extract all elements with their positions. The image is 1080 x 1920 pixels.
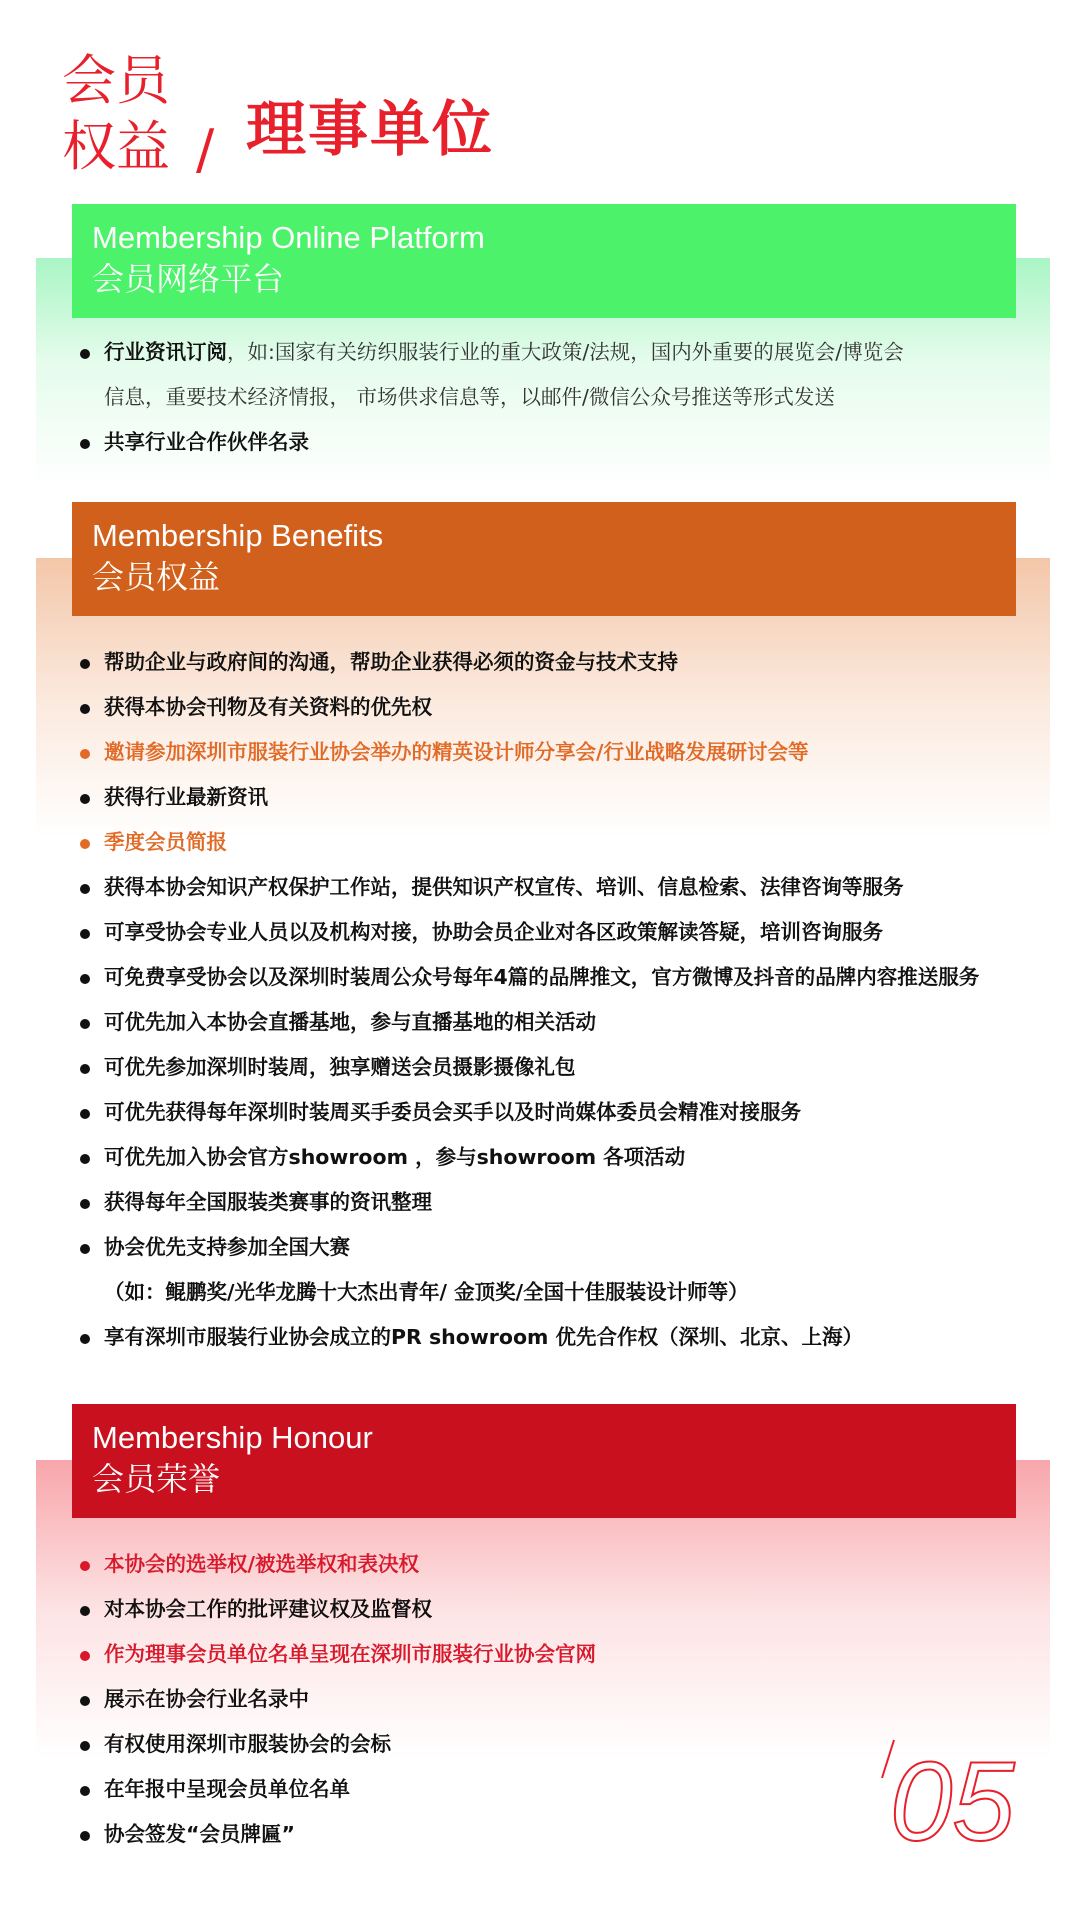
item-text: 可优先参加深圳时装周，独享赠送会员摄影摄像礼包 (104, 1055, 576, 1079)
item-text: 获得行业最新资讯 (104, 785, 268, 809)
item-text: 可优先加入本协会直播基地，参与直播基地的相关活动 (104, 1010, 596, 1034)
list-item-highlight (76, 730, 1036, 775)
bullet-icon (80, 1786, 90, 1796)
list-item-highlight (76, 820, 1036, 865)
section-header-honour (72, 1404, 1016, 1518)
item-text: 获得每年全国服装类赛事的资讯整理 (104, 1190, 432, 1214)
bullet-icon (80, 659, 90, 669)
bullet-icon (80, 1606, 90, 1616)
item-text: 可享受协会专业人员以及机构对接，协助会员企业对各区政策解读答疑，培训咨询服务 (104, 920, 883, 944)
section-header-benefits (72, 502, 1016, 616)
list-item-highlight (76, 1542, 1036, 1587)
bullet-icon (80, 1244, 90, 1254)
item-text: 可免费享受协会以及深圳时装周公众号每年4篇的品牌推文，官方微博及抖音的品牌内容推送服务 (104, 965, 980, 989)
list-item-continuation (76, 1270, 1036, 1315)
list-item (76, 330, 1036, 375)
list-item (76, 1180, 1036, 1225)
item-text: 邀请参加深圳市服装行业协会举办的精英设计师分享会/行业战略发展研讨会等 (104, 740, 809, 764)
bullet-icon (80, 749, 90, 759)
list-item-continuation (76, 375, 1036, 420)
item-text: 获得本协会知识产权保护工作站，提供知识产权宣传、培训、信息检索、法律咨询等服务 (104, 875, 904, 899)
title-slash: / (196, 118, 215, 181)
list-item (76, 910, 1036, 955)
item-text: 在年报中呈现会员单位名单 (104, 1777, 350, 1801)
item-text: 信息，重要技术经济情报， 市场供求信息等，以邮件/微信公众号推送等形式发送 (104, 385, 835, 409)
item-text: 帮助企业与政府间的沟通，帮助企业获得必须的资金与技术支持 (104, 650, 678, 674)
bullet-icon (80, 929, 90, 939)
item-text: 可优先获得每年深圳时装周买手委员会买手以及时尚媒体委员会精准对接服务 (104, 1100, 801, 1124)
section-title-cn: 会员荣誉 (92, 1460, 221, 1498)
bullet-icon (80, 1064, 90, 1074)
item-text: 本协会的选举权/被选举权和表决权 (104, 1552, 419, 1576)
bullet-icon (80, 1019, 90, 1029)
bullet-icon (80, 884, 90, 894)
bullet-icon (80, 1199, 90, 1209)
section-title-en: Membership Honour (92, 1420, 373, 1455)
bullet-icon (80, 439, 90, 449)
online-platform-list (76, 330, 1036, 465)
bullet-icon (80, 794, 90, 804)
list-item-highlight (76, 1632, 1036, 1677)
page-number-text: 05 (890, 1739, 1015, 1858)
list-item (76, 1225, 1036, 1270)
item-bold: 行业资讯订阅 (104, 340, 227, 364)
item-text: 有权使用深圳市服装协会的会标 (104, 1732, 391, 1756)
page-title: 理事单位 (246, 95, 494, 165)
bullet-icon (80, 1696, 90, 1706)
item-text: （如：鲲鹏奖/光华龙腾十大杰出青年/ 金顶奖/全国十佳服装设计师等） (104, 1280, 749, 1304)
page-title-left (62, 48, 170, 180)
list-item (76, 1677, 1036, 1722)
bullet-icon (80, 1741, 90, 1751)
section-title-cn: 会员权益 (92, 558, 221, 596)
item-text: 作为理事会员单位名单呈现在深圳市服装行业协会官网 (104, 1642, 596, 1666)
list-item (76, 1000, 1036, 1045)
item-text: 季度会员简报 (104, 830, 227, 854)
bullet-icon (80, 1561, 90, 1571)
bullet-icon (80, 839, 90, 849)
bullet-icon (80, 1109, 90, 1119)
section-header-online-platform (72, 204, 1016, 318)
bullet-icon (80, 704, 90, 714)
list-item (76, 1135, 1036, 1180)
item-text: 展示在协会行业名录中 (104, 1687, 309, 1711)
item-text: ，如:国家有关纺织服装行业的重大政策/法规，国内外重要的展览会/博览会 (227, 340, 904, 364)
bullet-icon (80, 1651, 90, 1661)
item-text: 享有深圳市服装行业协会成立的PR showroom 优先合作权（深圳、北京、上海） (104, 1325, 864, 1349)
section-title-en: Membership Benefits (92, 518, 384, 553)
title-line-1: 会员 (62, 49, 170, 112)
item-text: 获得本协会刊物及有关资料的优先权 (104, 695, 432, 719)
item-text: 对本协会工作的批评建议权及监督权 (104, 1597, 432, 1621)
item-bold: 共享行业合作伙伴名录 (104, 430, 309, 454)
list-item (76, 1045, 1036, 1090)
section-title-en: Membership Online Platform (92, 220, 485, 255)
list-item (76, 1090, 1036, 1135)
page-number (880, 1728, 1020, 1858)
list-item (76, 685, 1036, 730)
bullet-icon (80, 349, 90, 359)
list-item (76, 1587, 1036, 1632)
bullet-icon (80, 1334, 90, 1344)
list-item (76, 1315, 1036, 1360)
bullet-icon (80, 1154, 90, 1164)
list-item (76, 775, 1036, 820)
list-item (76, 955, 1036, 1000)
item-text: 协会签发“会员牌匾” (104, 1822, 295, 1846)
item-text: 协会优先支持参加全国大赛 (104, 1235, 350, 1259)
list-item (76, 640, 1036, 685)
bullet-icon (80, 1831, 90, 1841)
item-text: 可优先加入协会官方showroom ，参与showroom 各项活动 (104, 1145, 686, 1169)
section-title-cn: 会员网络平台 (92, 260, 285, 298)
list-item (76, 865, 1036, 910)
list-item (76, 420, 1036, 465)
benefits-list (76, 640, 1036, 1360)
title-line-2: 权益 (62, 115, 170, 178)
bullet-icon (80, 974, 90, 984)
